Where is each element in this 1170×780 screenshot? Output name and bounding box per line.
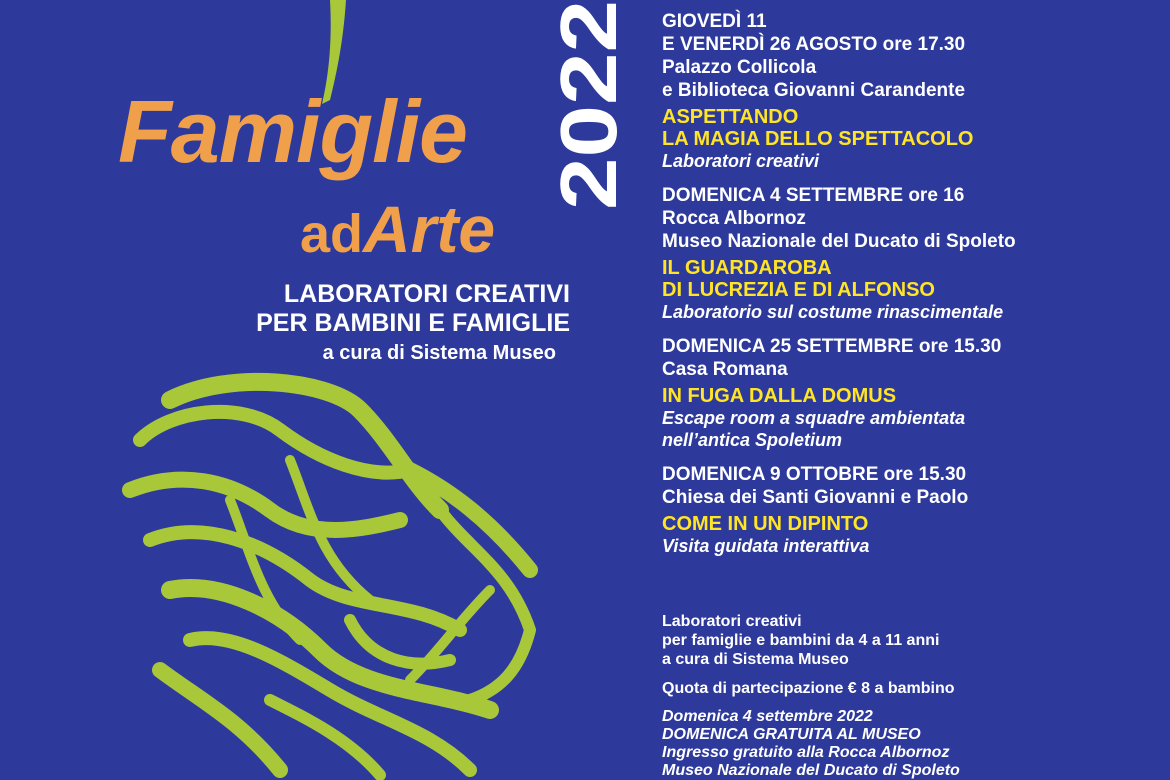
subtitle	[200, 280, 570, 338]
title-arte: Arte	[363, 192, 496, 266]
curator-text: a cura di Sistema Museo	[322, 342, 556, 364]
event-description: Visita guidata interattiva	[662, 536, 870, 556]
subtitle-line-2: PER BAMBINI E FAMIGLIE	[256, 309, 570, 337]
subtitle-line-1: LABORATORI CREATIVI	[283, 280, 570, 308]
event-block	[662, 463, 1162, 557]
events-column	[662, 10, 1162, 569]
event-place: Rocca Albornoz	[662, 208, 806, 229]
event-place: e Biblioteca Giovanni Carandente	[662, 80, 966, 101]
event-title: IL GUARDAROBA	[662, 257, 832, 279]
event-date: DOMENICA 9 OTTOBRE ore 15.30	[662, 464, 967, 485]
event-description: nell’antica Spoletium	[662, 430, 843, 450]
event-block	[662, 184, 1162, 323]
event-place: Palazzo Collicola	[662, 57, 817, 78]
event-title: ASPETTANDO	[662, 106, 799, 128]
event-date: E VENERDÌ 26 AGOSTO ore 17.30	[662, 34, 966, 55]
info-line: per famiglie e bambini da 4 a 11 anni	[662, 632, 940, 649]
event-date: DOMENICA 25 SETTEMBRE ore 15.30	[662, 336, 1002, 357]
info-line: a cura di Sistema Museo	[662, 651, 849, 668]
event-place: Chiesa dei Santi Giovanni e Paolo	[662, 487, 969, 508]
title-famiglie-rest: amiglie	[170, 82, 467, 181]
event-title: COME IN UN DIPINTO	[662, 513, 869, 535]
note-line: Ingresso gratuito alla Rocca Albornoz	[662, 744, 950, 761]
event-description: Escape room a squadre ambientata	[662, 408, 966, 428]
event-title: LA MAGIA DELLO SPETTACOLO	[662, 128, 974, 150]
title-famiglie-initial: F	[118, 82, 171, 181]
abstract-brush-illustration	[110, 370, 550, 780]
event-description: Laboratorio sul costume rinascimentale	[662, 302, 1004, 322]
event-block	[662, 10, 1162, 172]
title-ad: ad	[300, 204, 364, 264]
event-place: Museo Nazionale del Ducato di Spoleto	[662, 231, 1016, 252]
info-block	[662, 612, 1162, 780]
event-block	[662, 335, 1162, 451]
title-famiglie	[118, 82, 467, 181]
title-ad-arte	[300, 192, 496, 266]
event-date: GIOVEDÌ 11	[662, 11, 767, 32]
note-line: Museo Nazionale del Ducato di Spoleto	[662, 762, 960, 779]
event-title: IN FUGA DALLA DOMUS	[662, 385, 897, 407]
event-description: Laboratori creativi	[662, 151, 820, 171]
event-place: Casa Romana	[662, 359, 788, 380]
event-title: DI LUCREZIA E DI ALFONSO	[662, 279, 935, 301]
year-text: 2022	[544, 32, 633, 210]
note-line: DOMENICA GRATUITA AL MUSEO	[662, 726, 921, 743]
fee-text: Quota di partecipazione € 8 a bambino	[662, 680, 955, 697]
note-line: Domenica 4 settembre 2022	[662, 708, 873, 725]
year-vertical	[544, 0, 633, 210]
info-line: Laboratori creativi	[662, 613, 802, 630]
event-date: DOMENICA 4 SETTEMBRE ore 16	[662, 185, 965, 206]
